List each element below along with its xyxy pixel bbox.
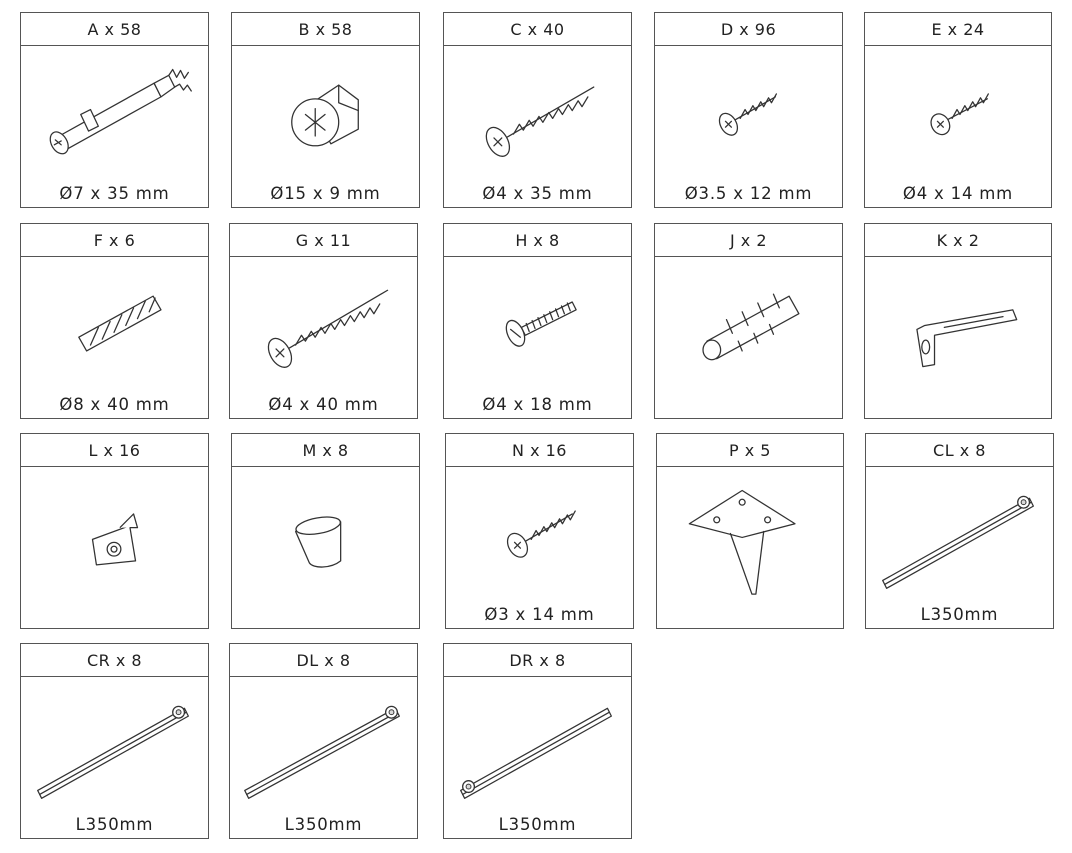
part-label: CR x 8	[21, 644, 208, 677]
part-label: H x 8	[444, 224, 631, 257]
part-card-p	[656, 433, 844, 629]
part-label: CL x 8	[866, 434, 1053, 467]
part-card-l	[20, 433, 209, 629]
part-dimension: Ø4 x 14 mm	[902, 184, 1014, 203]
part-card-b	[231, 12, 420, 208]
drawer-rail-icon	[21, 677, 208, 812]
l-bracket-icon	[865, 257, 1051, 392]
part-label: J x 2	[655, 224, 842, 257]
part-label: M x 8	[232, 434, 419, 467]
part-card-d	[654, 12, 843, 208]
part-card-g	[229, 223, 418, 419]
part-dimension: L350mm	[75, 815, 154, 834]
part-dimension: L350mm	[284, 815, 363, 834]
part-dimension: Ø8 x 40 mm	[59, 395, 170, 414]
part-label: DR x 8	[444, 644, 631, 677]
short-screw-icon	[655, 46, 842, 181]
part-card-c	[443, 12, 632, 208]
wall-plug-icon	[655, 257, 842, 392]
part-label: A x 58	[21, 13, 208, 46]
long-screw-icon	[444, 46, 631, 181]
part-card-dl	[229, 643, 418, 839]
part-label: B x 58	[232, 13, 419, 46]
part-label: P x 5	[657, 434, 843, 467]
part-label: G x 11	[230, 224, 417, 257]
short-screw-icon	[446, 467, 633, 602]
part-card-a	[20, 12, 209, 208]
part-card-h	[443, 223, 632, 419]
part-card-cr	[20, 643, 209, 839]
part-dimension: Ø4 x 40 mm	[268, 395, 379, 414]
shelf-support-icon	[21, 467, 208, 602]
pan-screw-icon	[865, 46, 1051, 181]
cam-bolt-icon	[21, 46, 208, 181]
part-dimension: Ø4 x 18 mm	[482, 395, 593, 414]
part-label: E x 24	[865, 13, 1051, 46]
drawer-rail-icon	[230, 677, 417, 812]
part-dimension: L350mm	[920, 605, 999, 624]
part-dimension: Ø15 x 9 mm	[270, 184, 381, 203]
part-card-m	[231, 433, 420, 629]
drawer-rail-icon	[444, 677, 631, 812]
part-card-dr	[443, 643, 632, 839]
part-dimension: Ø4 x 35 mm	[482, 184, 593, 203]
part-dimension: L350mm	[498, 815, 577, 834]
part-card-e	[864, 12, 1052, 208]
furniture-foot-icon	[232, 467, 419, 602]
wood-dowel-icon	[21, 257, 208, 392]
part-card-f	[20, 223, 209, 419]
part-label: L x 16	[21, 434, 208, 467]
drawer-rail-icon	[866, 467, 1053, 602]
part-label: D x 96	[655, 13, 842, 46]
cam-lock-icon	[232, 46, 419, 181]
part-label: DL x 8	[230, 644, 417, 677]
part-label: N x 16	[446, 434, 633, 467]
part-label: F x 6	[21, 224, 208, 257]
machine-bolt-icon	[444, 257, 631, 392]
part-card-n	[445, 433, 634, 629]
part-card-k	[864, 223, 1052, 419]
hairpin-leg-icon	[657, 467, 843, 602]
part-label: C x 40	[444, 13, 631, 46]
part-card-cl	[865, 433, 1054, 629]
part-label: K x 2	[865, 224, 1051, 257]
long-screw-icon	[230, 257, 417, 392]
part-dimension: Ø3 x 14 mm	[484, 605, 595, 624]
part-dimension: Ø3.5 x 12 mm	[684, 184, 813, 203]
part-dimension: Ø7 x 35 mm	[59, 184, 170, 203]
part-card-j	[654, 223, 843, 419]
